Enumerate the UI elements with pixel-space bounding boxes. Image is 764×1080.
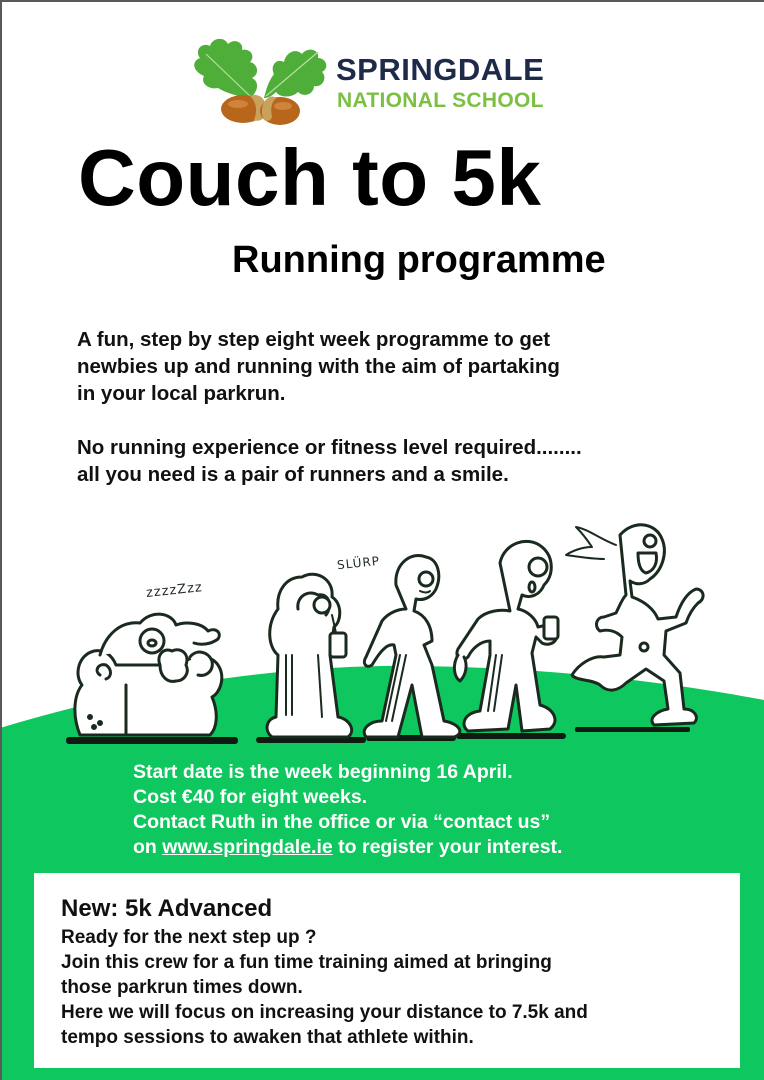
runner-figure (566, 525, 703, 725)
walking-figure (364, 555, 460, 737)
register-text: on www.springdale.ie to register your interest. (133, 836, 563, 858)
jogging-figure (454, 541, 558, 731)
start-date-text: Start date is the week beginning 16 April. (133, 761, 513, 783)
slurp-label: SLÜRP (336, 553, 381, 573)
advanced-programme-box (34, 873, 740, 1068)
intro-paragraph-2: No running experience or fitness level required........ all you need is a pair of runners and a smile. (77, 436, 582, 486)
page-title: Couch to 5k (78, 133, 542, 222)
intro-paragraph-1: A fun, step by step eight week programme to get newbies up and running with the aim of partaking in your local parkrun. (77, 328, 560, 405)
contact-text: Contact Ruth in the office or via “contact us” (133, 811, 551, 833)
website-link[interactable]: www.springdale.ie (162, 836, 333, 858)
programme-details (133, 760, 562, 860)
couch-to-runner-illustration (60, 505, 710, 755)
school-subtitle: NATIONAL SCHOOL (337, 89, 544, 112)
school-logo (188, 36, 568, 128)
oak-leaves-and-acorns-icon (188, 36, 333, 128)
school-name: SPRINGDALE (336, 52, 545, 87)
couch-sleeper-figure (75, 614, 222, 735)
cost-text: Cost €40 for eight weeks. (133, 786, 368, 808)
advanced-description: Ready for the next step up ? Join this crew for a fun time training aimed at bringing those parkrun times down. Here we will focus on increasing your distance to 7.5k and tempo sessions to awaken that athlete within. (61, 927, 588, 1048)
intro-text (77, 326, 717, 488)
advanced-title: New: 5k Advanced (61, 895, 273, 922)
sleeping-zzz-label: zzzzZzz (145, 580, 204, 601)
page-subtitle: Running programme (232, 239, 606, 281)
slurping-figure (267, 574, 352, 737)
